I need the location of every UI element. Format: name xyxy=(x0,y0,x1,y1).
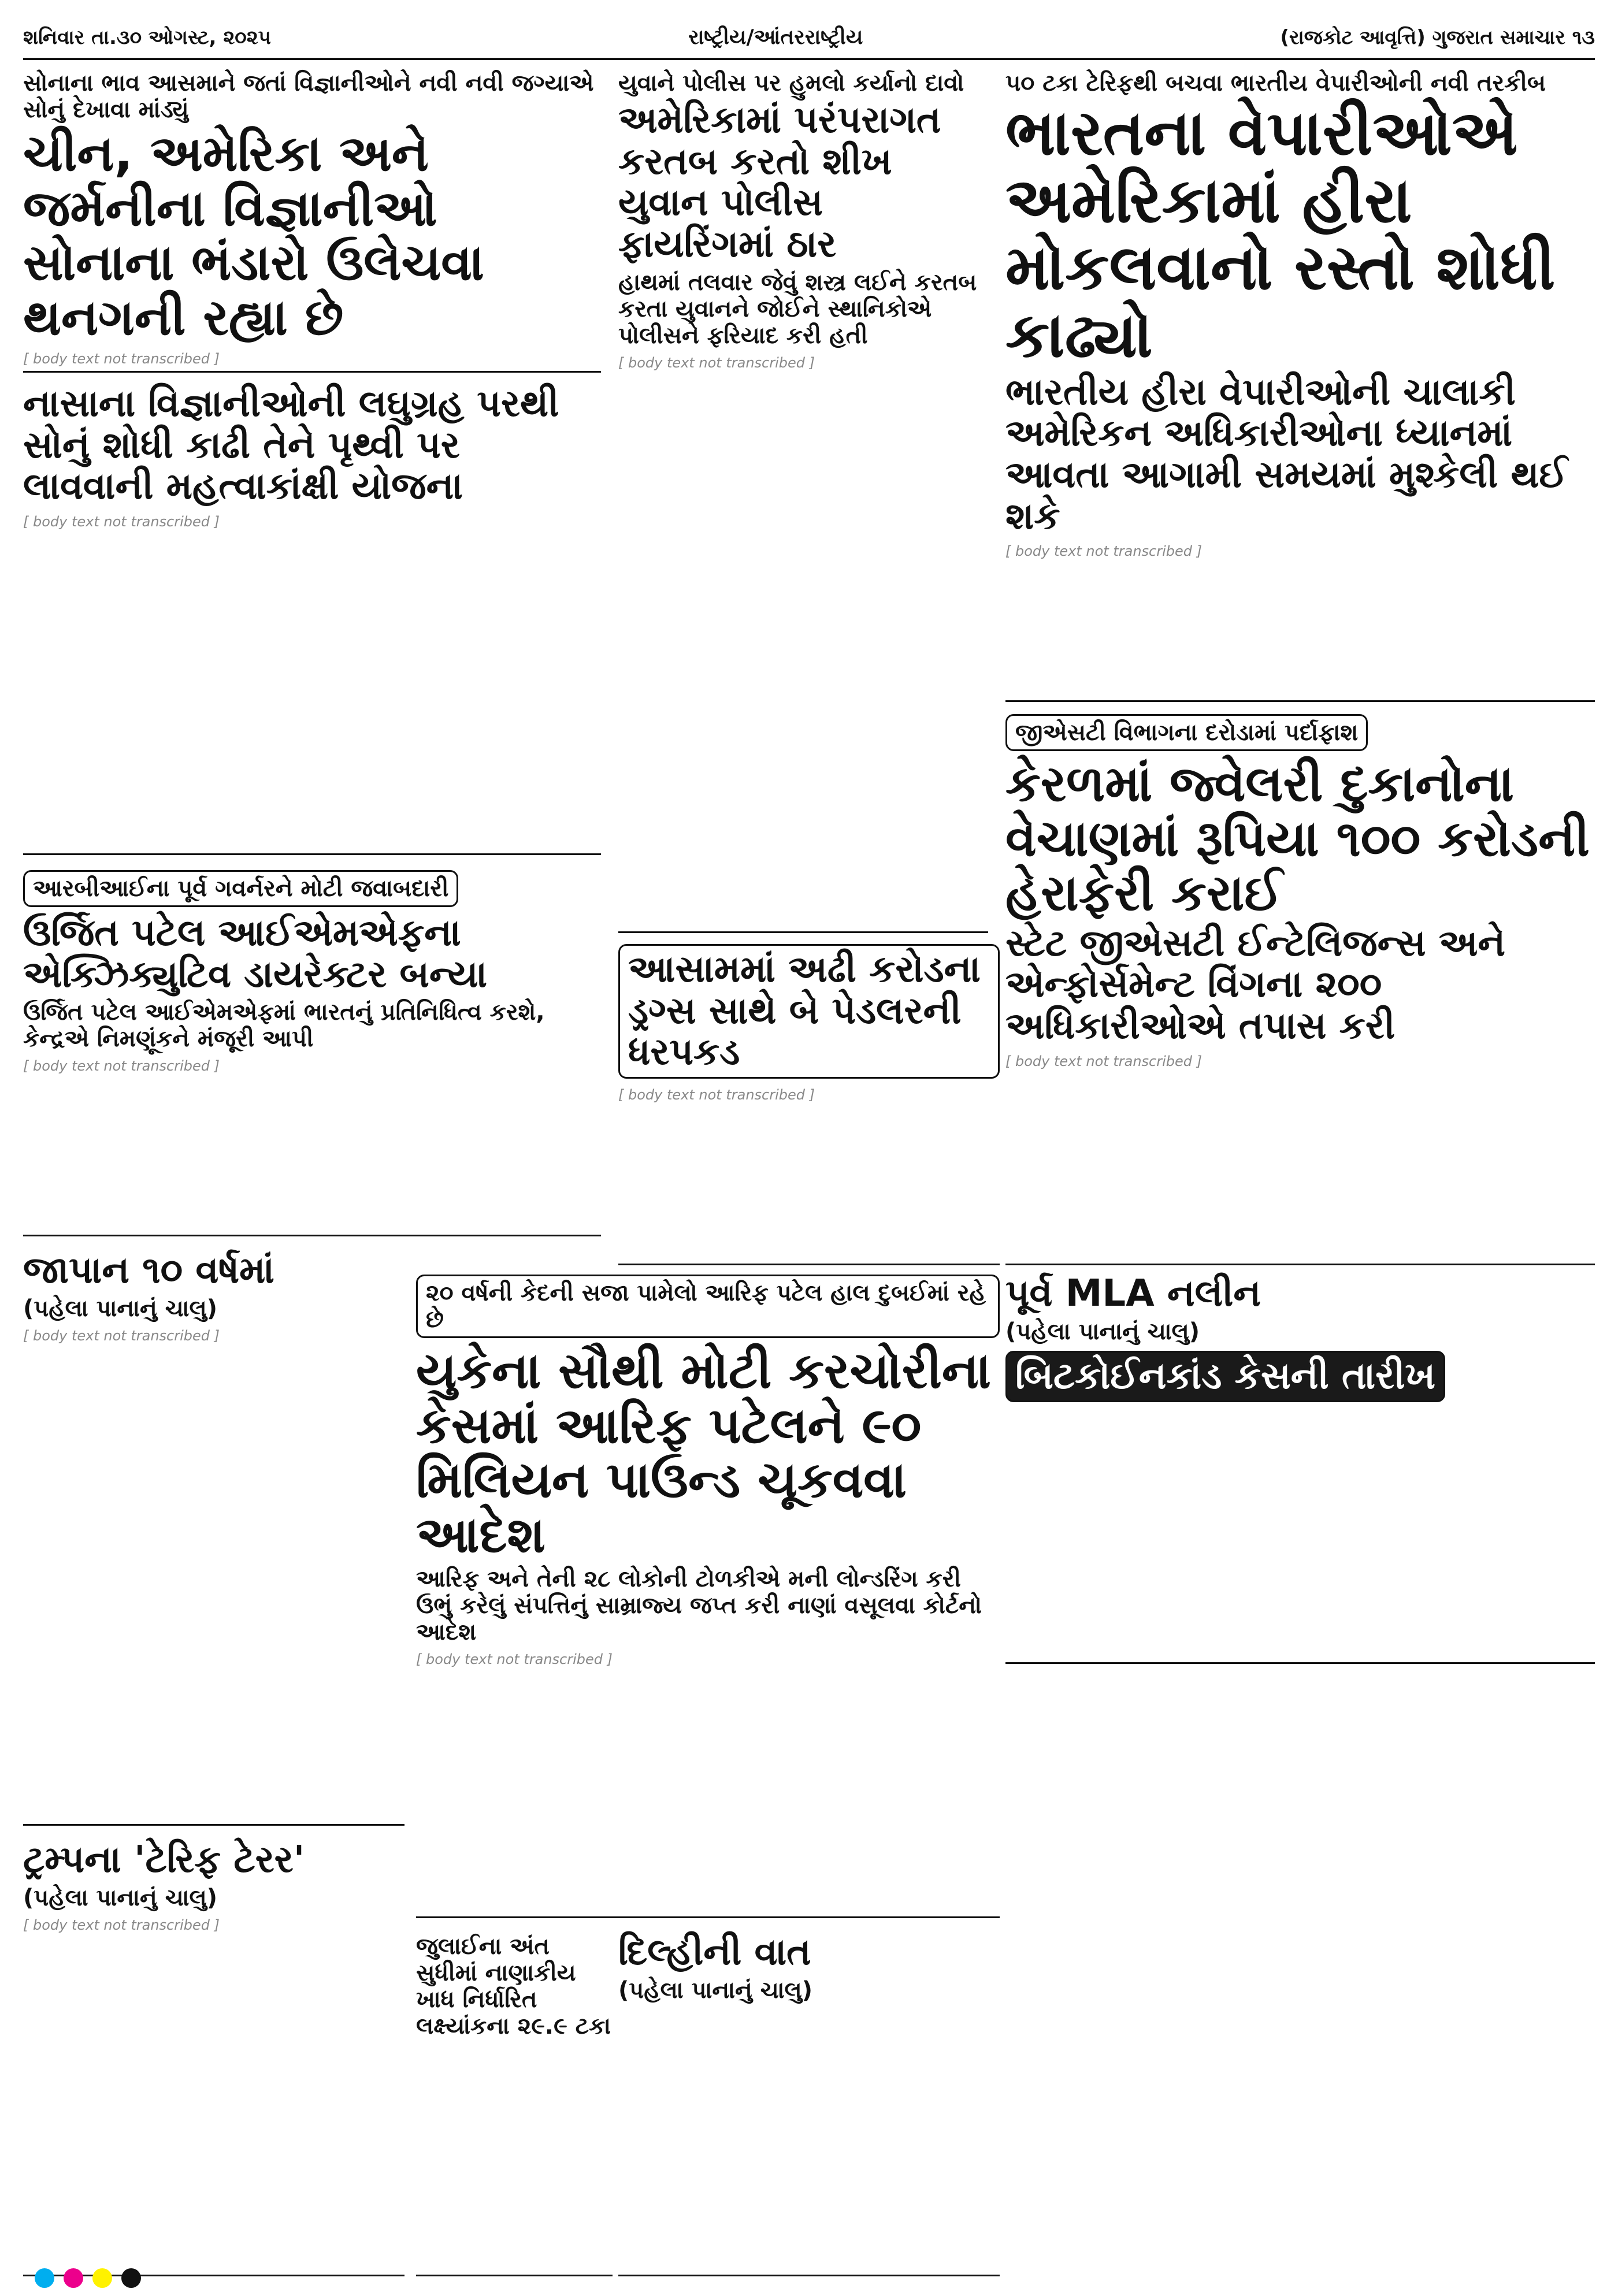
gold-kicker: સોનાના ભાવ આસમાને જતાં વિજ્ઞાનીઓને નવી નવી જગ્યાએ સોનું દેખાવા માંડ્યું xyxy=(23,70,594,123)
diamond-headline: ભારતના વેપારીઓએ અમેરિકામાં હીરા મોકલવાનો રસ્તો શોધી કાઢ્યો xyxy=(1005,97,1556,371)
gdp-story xyxy=(416,1930,613,2276)
drugs-story xyxy=(618,942,1000,1265)
paper-name: ગુજરાત સમાચાર xyxy=(1432,26,1565,49)
issue-date: શનિવાર તા.૩૦ ઓગસ્ટ, ૨૦૨૫ xyxy=(23,26,272,49)
trump-cont: (પહેલા પાનાનું ચાલુ) xyxy=(23,1884,218,1911)
japan-body: [ body text not transcribed ] xyxy=(23,1327,220,1344)
aarif-headline: યુકેના સૌથી મોટી કરચોરીના કેસમાં આરિફ પટેલને ૯૦ મિલિયન પાઉન્ડ ચૂકવવા આદેશ xyxy=(416,1342,991,1564)
japan-cont: (પહેલા પાનાનું ચાલુ) xyxy=(23,1295,218,1322)
mla-headline: પૂર્વ MLA નલીન xyxy=(1005,1272,1261,1315)
bitcoin-headline: બિટકોઈનકાંડ કેસની તારીખ xyxy=(1005,1351,1445,1403)
trump-headline: ટ્રમ્પના 'ટેરિફ ટેરર' xyxy=(23,1838,305,1881)
aarif-body: [ body text not transcribed ] xyxy=(416,1651,613,1668)
edition-label: (રાજકોટ આવૃત્તિ) xyxy=(1280,26,1426,49)
delhi-headline: દિલ્હીની વાત xyxy=(618,1931,811,1974)
trump-story xyxy=(23,1837,404,2276)
aarif-story xyxy=(416,1271,1000,1918)
registration-mark xyxy=(92,2268,112,2288)
japan-story xyxy=(23,1248,404,1826)
gold-headline: ચીન, અમેરિકા અને જર્મનીના વિજ્ઞાનીઓ સોનાના ભંડારો ઉલેચવા થનગની રહ્યા છે xyxy=(23,125,484,347)
gdp-headline: જુલાઈના અંત સુધીમાં નાણાકીય ખાધ નિર્ધારિત લક્ષ્યાંકના ૨૯.૯ ટકા xyxy=(416,1933,611,2039)
police-story xyxy=(618,66,988,933)
delhi-story xyxy=(618,1930,1000,2276)
diamond-body: [ body text not transcribed ] xyxy=(1005,543,1202,560)
nasa-body: [ body text not transcribed ] xyxy=(23,514,220,530)
delhi-cont: (પહેલા પાનાનું ચાલુ) xyxy=(618,1977,813,2004)
police-subhead: હાથમાં તલવાર જેવું શસ્ત્ર લઈને કરતબ કરતા યુવાનને જોઈને સ્થાનિકોએ પોલીસને ફરિયાદ કરી હતી xyxy=(618,269,977,349)
mla-bitcoin xyxy=(1005,1271,1595,1664)
gold-body: [ body text not transcribed ] xyxy=(23,351,220,367)
rbi-story xyxy=(23,867,601,1236)
drugs-body: [ body text not transcribed ] xyxy=(618,1087,815,1104)
rbi-body: [ body text not transcribed ] xyxy=(23,1058,220,1075)
gst-story xyxy=(1005,711,1595,1265)
police-body: [ body text not transcribed ] xyxy=(618,354,815,371)
trump-body: [ body text not transcribed ] xyxy=(23,1916,220,1933)
gold-story xyxy=(23,66,601,373)
registration-mark xyxy=(35,2268,54,2288)
paper-edition-group xyxy=(1280,26,1595,49)
drugs-headline: આસામમાં અઢી કરોડના ડ્રગ્સ સાથે બે પેડલરની ધરપકડ xyxy=(618,944,1000,1079)
masthead xyxy=(23,17,1595,60)
diamond-kicker: ૫૦ ટકા ટેરિફથી બચવા ભારતીય વેપારીઓની નવી તરકીબ xyxy=(1005,70,1546,96)
gst-subhead: સ્ટેટ જીએસટી ઈન્ટેલિજન્સ અને એન્ફોર્સમેન્ટ વિંગના ૨૦૦ અધિકારીઓએ તપાસ કરી xyxy=(1005,922,1506,1048)
rbi-subhead: ઉર્જિત પટેલ આઈએમએફમાં ભારતનું પ્રતિનિધિત્વ કરશે, કેન્દ્રએ નિમણૂંકને મંજૂરી આપી xyxy=(23,999,545,1053)
nasa-story xyxy=(23,381,601,855)
police-kicker: યુવાને પોલીસ પર હુમલો કર્યાનો દાવો xyxy=(618,70,964,96)
diamond-story xyxy=(1005,66,1595,702)
registration-mark xyxy=(64,2268,83,2288)
section-title: રાષ્ટ્રીય/આંતરરાષ્ટ્રીય xyxy=(688,25,863,49)
police-headline: અમેરિકામાં પરંપરાગત કરતબ કરતો શીખ યુવાન પોલીસ ફાયરિંગમાં ઠાર xyxy=(618,99,941,266)
diamond-subhead: ભારતીય હીરા વેપારીઓની ચાલાકી અમેરિકન અધિકારીઓના ધ્યાનમાં આવતા આગામી સમયમાં મુશ્કેલી થઈ શકે xyxy=(1005,370,1568,538)
nasa-headline: નાસાના વિજ્ઞાનીઓની લઘુગ્રહ પરથી સોનું શોધી કાઢી તેને પૃથ્વી પર લાવવાની મહત્વાકાંક્ષી યોજના xyxy=(23,382,559,508)
gst-body: [ body text not transcribed ] xyxy=(1005,1053,1202,1069)
japan-headline: જાપાન ૧૦ વર્ષમાં xyxy=(23,1249,274,1292)
page-number: ૧૩ xyxy=(1572,26,1595,49)
rbi-kicker: આરબીઆઈના પૂર્વ ગવર્નરને મોટી જવાબદારી xyxy=(23,870,458,907)
mla-cont: (પહેલા પાનાનું ચાલુ) xyxy=(1005,1318,1200,1345)
aarif-subhead: આરિફ અને તેની ૨૮ લોકોની ટોળકીએ મની લોન્ડરિંગ કરી ઉભું કરેલું સંપત્તિનું સામ્રાજ્ય જપ્ત કરી નાણાં વસૂલવા કોર્ટનો આદેશ xyxy=(416,1566,982,1646)
registration-mark xyxy=(121,2268,141,2288)
gst-headline: કેરળમાં જ્વેલરી દુકાનોના વેચાણમાં રૂપિયા ૧૦૦ કરોડની હેરાફેરી કરાઈ xyxy=(1005,755,1590,923)
rbi-headline: ઉર્જિત પટેલ આઈએમએફના એક્ઝિક્યુટિવ ડાયરેક્ટર બન્યા xyxy=(23,912,488,996)
gst-kicker: જીએસટી વિભાગના દરોડામાં પર્દાફાશ xyxy=(1005,714,1368,751)
aarif-kicker: ૨૦ વર્ષની કેદની સજા પામેલો આરિફ પટેલ હાલ દુબઈમાં રહે છે xyxy=(416,1275,1000,1338)
